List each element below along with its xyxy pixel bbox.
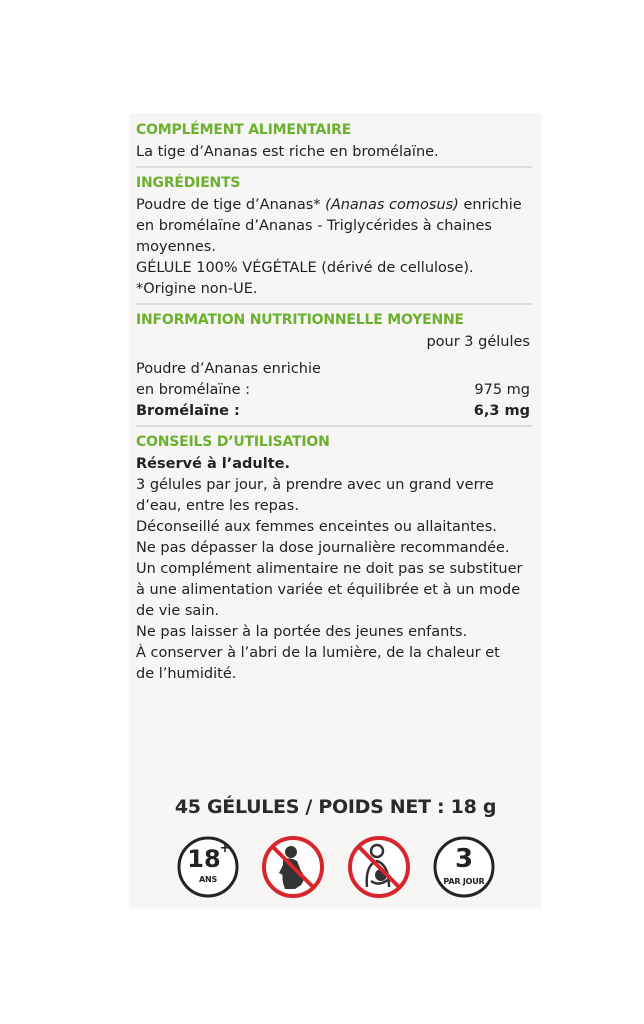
section-divider [136, 303, 532, 305]
section-divider [136, 425, 532, 427]
usage-line: À conserver à l’abri de la lumière, de la chaleur et [136, 645, 500, 661]
complement-text: La tige d’Ananas est riche en bromélaïne. [136, 144, 439, 160]
age-18-plus-icon [176, 835, 240, 899]
ingredients-line-5: *Origine non-UE. [136, 281, 258, 297]
no-pregnant-women-icon [261, 835, 325, 899]
ingredients-latin-name: (Ananas comosus) [325, 197, 459, 213]
usage-line: Déconseillé aux femmes enceintes ou allaitantes. [136, 519, 497, 535]
nutrition-row-1-value: 975 mg [474, 382, 530, 398]
section-divider [136, 166, 532, 168]
net-weight: 45 GÉLULES / POIDS NET : 18 g [174, 796, 497, 818]
three-per-day-icon [432, 835, 496, 899]
age-number: 18 [187, 845, 221, 873]
pictogram-row [176, 834, 496, 900]
usage-title: CONSEILS D’UTILISATION [136, 434, 330, 450]
dose-number: 3 [454, 844, 474, 874]
ingredients-line-3: moyennes. [136, 239, 216, 255]
usage-line: de l’humidité. [136, 666, 237, 682]
ingredients-line-2: en bromélaïne d’Ananas - Triglycérides à chaines [136, 218, 492, 234]
age-label: ANS [198, 875, 218, 884]
usage-line: Un complément alimentaire ne doit pas se substituer [136, 561, 523, 577]
nutrition-title: INFORMATION NUTRITIONNELLE MOYENNE [136, 312, 464, 328]
dose-label: PAR JOUR [443, 877, 485, 886]
usage-line: Ne pas dépasser la dose journalière recommandée. [136, 540, 510, 556]
no-breastfeeding-icon [347, 835, 411, 899]
usage-adult: Réservé à l’adulte. [136, 456, 290, 472]
nutrition-row-1-label-b: en bromélaïne : [136, 382, 251, 398]
ingredients-line-1-suffix: enrichie [458, 197, 522, 213]
usage-line: d’eau, entre les repas. [136, 498, 299, 514]
ingredients-title: INGRÉDIENTS [136, 175, 241, 191]
complement-title: COMPLÉMENT ALIMENTAIRE [136, 122, 352, 138]
ingredients-line-1 [136, 195, 530, 216]
usage-line: 3 gélules par jour, à prendre avec un grand verre [136, 477, 494, 493]
usage-line: de vie sain. [136, 603, 220, 619]
nutrition-row-1 [136, 380, 530, 401]
nutrition-row-1-label-a: Poudre d’Ananas enrichie [136, 361, 321, 377]
usage-line: à une alimentation variée et équilibrée et à un mode [136, 582, 521, 598]
nutrition-row-2-value: 6,3 mg [473, 403, 530, 419]
label-content [136, 120, 530, 685]
nutrition-row-2-label: Bromélaïne : [136, 403, 240, 419]
age-plus: + [219, 841, 231, 856]
label-panel [130, 114, 541, 908]
nutrition-per: pour 3 gélules [426, 334, 530, 350]
ingredients-line-1-prefix: Poudre de tige d’Ananas* [136, 197, 326, 213]
ingredients-line-4: GÉLULE 100% VÉGÉTALE (dérivé de cellulose). [136, 260, 474, 276]
nutrition-row-2 [136, 401, 530, 422]
usage-line: Ne pas laisser à la portée des jeunes enfants. [136, 624, 468, 640]
